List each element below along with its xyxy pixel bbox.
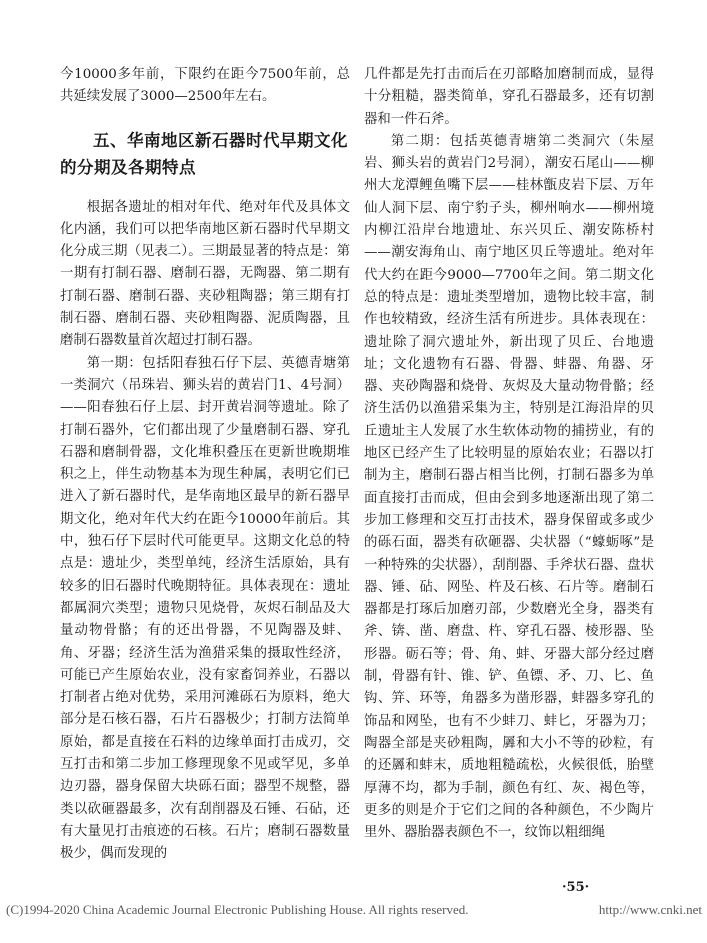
paragraph-phase-one: 第一期：包括阳春独石仔下层、英德青塘第一类洞穴（吊珠岩、狮头岩的黄岩门1、4号洞）——阳春独石仔上层、封开黄岩洞等遗址。除了打制石器外，它们都出现了少量磨制石器、穿孔石器和磨制骨器，文化堆积叠压在更新世晚期堆积之上，伴生动物基本为现生种属，表明它们已进入了新石器时代，是华南地区最早的新石器早期文化，绝对年代大约在距今10000年前后。其中，独石仔下层时代可能更早。这期文化总的特点是：遗址少，类型单纯，经济生活原始，具有较多的旧石器时代晚期特征。具体表现在：遗址都属洞穴类型；遗物只见烧骨，灰烬石制品及大量动物骨骼；有的还出骨器，不见陶器及蚌、角、牙器；经济生活为渔猎采集的摄取性经济，可能已产生原始农业，没有家畜饲养业，石器以打制者占绝对优势，采用河滩砾石为原料，绝大部分是石核石器，石片石器极少；打制方法简单原始，都是直接在石料的边缘单面打击成刃，交互打击和第二步加工修理现象不见或罕见，多单边刃器，器身保留大块砾石面；器型不规整，器类以砍砸器最多，次有刮削器及石锤、石砧，还有大量见打击痕迹的石核。石片；磨制石器数量极少，偶而发现的	[60, 355, 350, 862]
right-column	[364, 64, 654, 844]
paragraph-overview: 根据各遗址的相对年代、绝对年代及具体文化内涵，我们可以把华南地区新石器时代早期文化分成三期（见表二）。三期最显著的特点是：第一期有打制石器、磨制石器，无陶器、第二期有打制石器、磨制石器、夹砂粗陶器；第三期有打制石器、磨制石器、夹砂粗陶器、泥质陶器，且磨制石器数量首次超过打制石器。	[60, 199, 350, 349]
intro-paragraph: 今10000多年前，下限约在距今7500年前，总共延续发展了3000—2500年左右。	[60, 67, 350, 105]
page-number: ·55·	[562, 880, 590, 895]
paragraph-phase-one-continued: 几件都是先打击而后在刃部略加磨制而成，显得十分粗糙，器类简单，穿孔石器最多，还有切割器和一件石斧。	[364, 67, 654, 127]
footer-url: http://www.cnki.net	[598, 902, 702, 917]
paragraph-phase-two: 第二期：包括英德青塘第二类洞穴（朱屋岩、狮头岩的黄岩门2号洞），潮安石尾山——柳州大龙潭鲤鱼嘴下层——桂林甑皮岩下层、万年仙人洞下层、南宁豹子头，柳州响水——柳州境内柳江沿岸台地遗址、东兴贝丘、潮安陈桥村——潮安海角山、南宁地区贝丘等遗址。绝对年代大约在距今9000—7700年之间。第二期文化总的特点是：遗址类型增加，遗物比较丰富，制作也较精致，经济生活有所进步。具体表现在：遗址除了洞穴遗址外，新出现了贝丘、台地遗址；文化遗物有石器、骨器、蚌器、角器、牙器、夹砂陶器和烧骨、灰烬及大量动物骨骼；经济生活仍以渔猎采集为主，特别是江海沿岸的贝丘遗址主人发展了水生软体动物的捕捞业，有的地区已经产生了比较明显的原始农业；石器以打制为主，磨制石器占相当比例，打制石器多为单面直接打击而成，但由会到多地逐渐出现了第二步加工修理和交互打击技术，器身保留或多或少的砾石面，器类有砍砸器、尖状器（“蠔蛎啄”是一种特殊的尖状器），刮削器、手斧状石器、盘状器、锤、砧、网坠、杵及石核、石片等。磨制石器都是打琢后加磨刃部，少数磨光全身，器类有斧、锛、凿、磨盘、杵、穿孔石器、棱形器、坠形器。砺石等；骨、角、蚌、牙器大部分经过磨制，骨器有针、锥、铲、鱼镖、矛、刀、匕、鱼钩、笄、环等，角器多为凿形器，蚌器多穿孔的饰品和网坠，也有不少蚌刀、蚌匕，牙器为刀；陶器全部是夹砂粗陶，羼和大小不等的砂粒，有的还羼和蚌末，质地粗糙疏松，火候很低，胎壁厚薄不均，都为手制，颜色有红、灰、褐色等，更多的则是介于它们之间的各种颜色，不少陶片里外、器胎器表颜色不一，纹饰以粗细绳	[364, 133, 654, 841]
left-column	[60, 64, 350, 866]
copyright-text: (C)1994-2020 China Academic Journal Electronic Publishing House. All rights reserved.	[6, 902, 469, 917]
section-heading: 五、华南地区新石器时代早期文化的分期及各期特点	[60, 130, 348, 177]
copyright-footer	[6, 902, 702, 918]
